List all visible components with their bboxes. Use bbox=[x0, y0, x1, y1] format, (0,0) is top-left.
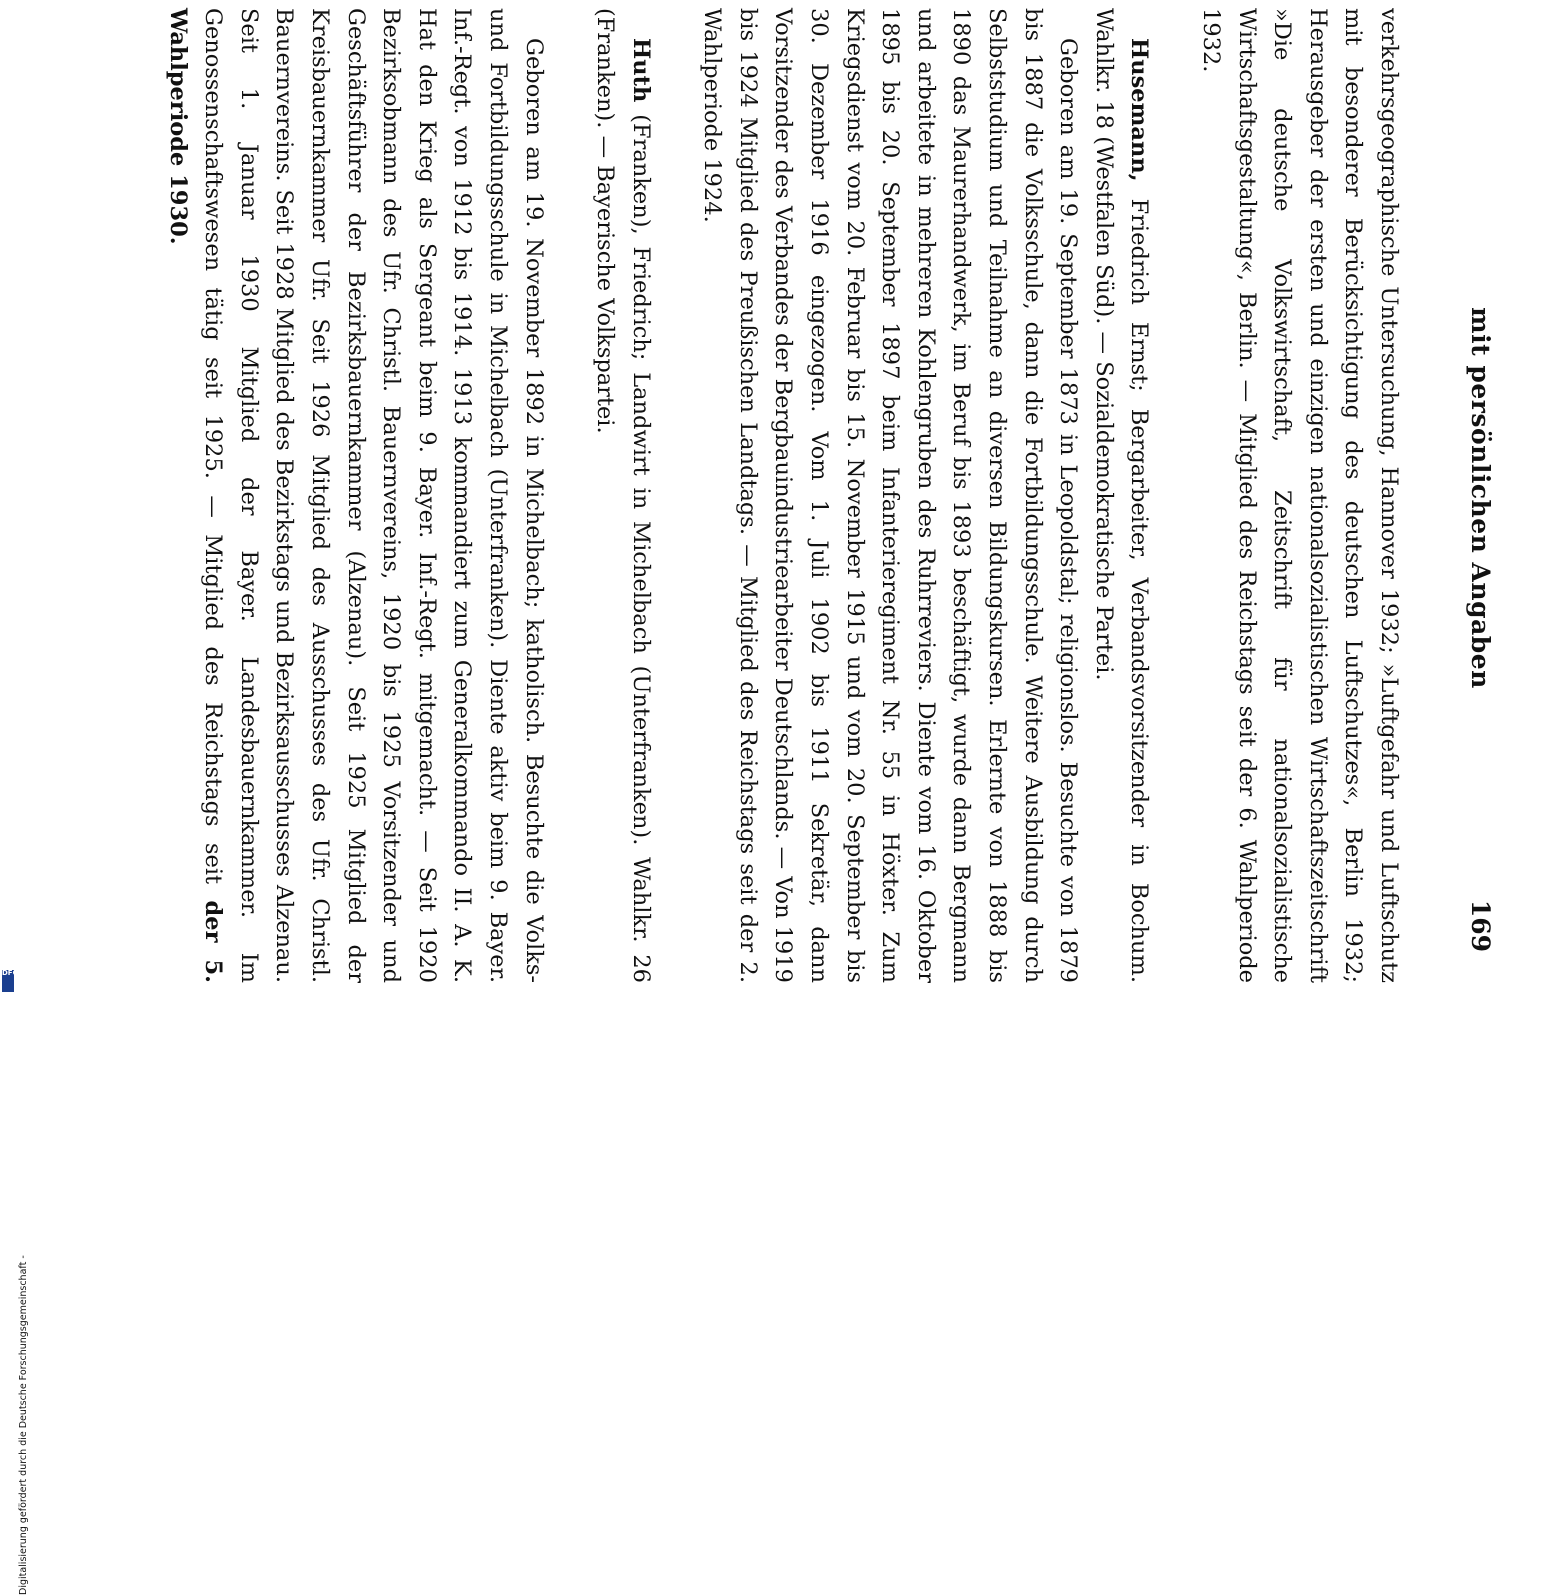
entry-header-husemann bbox=[1085, 8, 1156, 983]
entry-continuation: verkehrsgeographische Untersuchung, Hannover 1932; »Luftgefahr und Luftschutz mit besonderer Berücksichtigung des deutschen Luftschutzes«, Berlin 1932; Herausgeber der ersten und einzigen nationalsozialistischen Wirtschaftszeitschrift »Die deutsche Volkswirtschaft, Zeitschrift für nationalsozialistische Wirtschaftsgestaltung«, Berlin. — Mitglied des Reichstags seit der 6. Wahlperiode 1932. bbox=[1198, 8, 1402, 983]
entry-bio-text: Geboren am 19. November 1892 in Michelbach; katholisch. Besuchte die Volks- und Fortbildungsschule in Michelbach (Unterfranken). Diente aktiv beim 9. Bayer. Inf.-Regt. von 1912 bis 1914. 1913 kommandiert zum Generalkommando II. A. K. Hat den Krieg als Sergeant beim 9. Bayer. Inf.-Regt. mitgemacht. — Seit 1920 Bezirksobmann des Ufr. Christl. Bauernvereins, 1920 bis 1925 Vorsitzender und Geschäftsführer der Bezirksbauernkammer (Alzenau). Seit 1925 Mitglied der Kreisbauernkammer Ufr. Seit 1926 Mitglied des Ausschusses des Ufr. Christl. Bauernvereins. Seit 1928 Mitglied des Bezirkstags und Bezirksausschusses Alzenau. Seit 1. Januar 1930 Mitglied der Bayer. Landesbauernkammer. Im Genossenschaftswesen tätig seit 1925. — Mitglied des Reichstags seit bbox=[200, 8, 547, 983]
dfg-logo-text: DFG bbox=[2, 969, 19, 977]
entry-name: Huth bbox=[627, 38, 654, 103]
entry-bio-huth bbox=[159, 8, 551, 983]
page-number: 169 bbox=[1466, 899, 1495, 952]
page-body bbox=[159, 8, 1406, 983]
rotated-page bbox=[80, 8, 1500, 1008]
entry-bio-bold-ending: der 5. Wahlperiode 1930. bbox=[164, 8, 227, 983]
page-header bbox=[1460, 8, 1500, 988]
entry-name: Husemann, bbox=[1126, 38, 1153, 182]
dfg-logo bbox=[2, 969, 19, 992]
digitization-credit bbox=[4, 600, 29, 1595]
digitization-credit-text: Digitalisierung gefördert durch die Deutsche Forschungsgemeinschaft - bbox=[18, 1255, 29, 1595]
entry-bio-husemann: Geboren am 19. September 1873 in Leopoldstal; religionslos. Besuchte von 1879 bis 1887 die Volksschule, dann die Fortbildungsschule. Weitere Ausbildung durch Selbststudium und Teilnahme an diversen Bildungskursen. Erlernte von 1888 bis 1890 das Maurerhandwerk, im Beruf bis 1893 beschäftigt, wurde dann Bergmann und arbeitete in mehreren Kohlengruben des Ruhrreviers. Diente vom 16. Oktober 1895 bis 20. September 1897 beim Infanterieregiment Nr. 55 in Höxter. Zum Kriegsdienst vom 20. Februar bis 15. November 1915 und vom 20. September bis 30. Dezember 1916 eingezogen. Vom 1. Juli 1902 bis 1911 Sekretär, dann Vorsitzender des Verbandes der Bergbauindustriearbeiter Deutschlands. — Von 1919 bis 1924 Mitglied des Preußischen Landtags. — Mitglied des Reichstags seit der 2. Wahlperiode 1924. bbox=[699, 8, 1082, 983]
entry-header-details: (Franken), Friedrich; Landwirt in Michelbach (Unterfranken). Wahlkr. 26 (Franken). — Bayerische Volkspartei. bbox=[592, 8, 654, 983]
entry-header-huth bbox=[587, 8, 658, 983]
running-head: mit persönlichen Angaben bbox=[1466, 307, 1495, 689]
entry-header-details: Friedrich Ernst; Bergarbeiter, Verbandsvorsitzender in Bochum. Wahlkr. 18 (Westfalen Süd). — Sozialdemokratische Partei. bbox=[1090, 8, 1153, 983]
